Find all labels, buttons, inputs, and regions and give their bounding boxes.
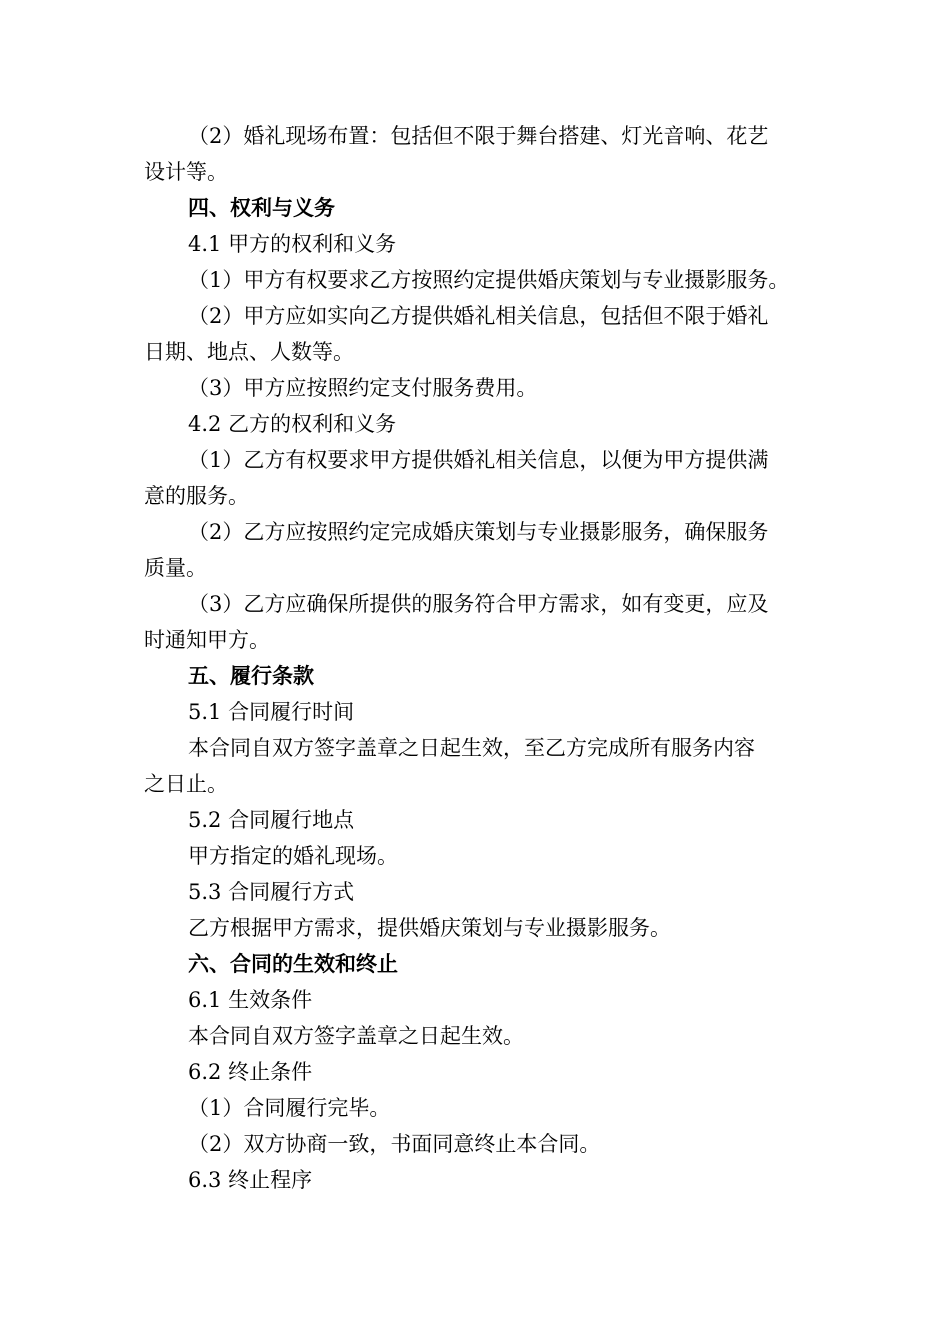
document-page xyxy=(144,118,814,1198)
paragraph-line: 意的服务。 xyxy=(144,484,249,508)
paragraph-line: （2）双方协商一致，书面同意终止本合同。 xyxy=(188,1132,601,1156)
subsection-title: 4.1 甲方的权利和义务 xyxy=(188,232,397,256)
paragraph-line: （1）合同履行完毕。 xyxy=(188,1096,391,1120)
section-heading: 五、履行条款 xyxy=(188,663,314,688)
paragraph-line: （2）乙方应按照约定完成婚庆策划与专业摄影服务，确保服务 xyxy=(188,520,769,544)
paragraph-line: 日期、地点、人数等。 xyxy=(144,340,354,364)
paragraph-line: （1）乙方有权要求甲方提供婚礼相关信息，以便为甲方提供满 xyxy=(188,448,769,472)
subsection-title: 6.3 终止程序 xyxy=(188,1168,313,1192)
paragraph-line: 时通知甲方。 xyxy=(144,628,270,652)
subsection-title: 4.2 乙方的权利和义务 xyxy=(188,412,397,436)
paragraph-line: 本合同自双方签字盖章之日起生效。 xyxy=(188,1024,524,1048)
paragraph-line: 甲方指定的婚礼现场。 xyxy=(188,844,398,868)
section-heading: 四、权利与义务 xyxy=(188,195,335,220)
paragraph-line: （2）甲方应如实向乙方提供婚礼相关信息，包括但不限于婚礼 xyxy=(188,304,769,328)
paragraph-line: （3）甲方应按照约定支付服务费用。 xyxy=(188,376,538,400)
subsection-title: 5.3 合同履行方式 xyxy=(188,880,355,904)
section-heading: 六、合同的生效和终止 xyxy=(188,951,398,976)
paragraph-line: （2）婚礼现场布置：包括但不限于舞台搭建、灯光音响、花艺 xyxy=(188,124,769,148)
subsection-title: 6.2 终止条件 xyxy=(188,1060,313,1084)
paragraph-line: 设计等。 xyxy=(144,160,228,184)
subsection-title: 5.1 合同履行时间 xyxy=(188,700,355,724)
paragraph-line: 之日止。 xyxy=(144,772,228,796)
subsection-title: 5.2 合同履行地点 xyxy=(188,808,355,832)
paragraph-line: 乙方根据甲方需求，提供婚庆策划与专业摄影服务。 xyxy=(188,916,671,940)
paragraph-line: 质量。 xyxy=(144,556,207,580)
paragraph-line: 本合同自双方签字盖章之日起生效，至乙方完成所有服务内容 xyxy=(188,736,755,760)
subsection-title: 6.1 生效条件 xyxy=(188,988,313,1012)
paragraph-line: （3）乙方应确保所提供的服务符合甲方需求，如有变更，应及 xyxy=(188,592,769,616)
paragraph-line: （1）甲方有权要求乙方按照约定提供婚庆策划与专业摄影服务。 xyxy=(188,268,790,292)
